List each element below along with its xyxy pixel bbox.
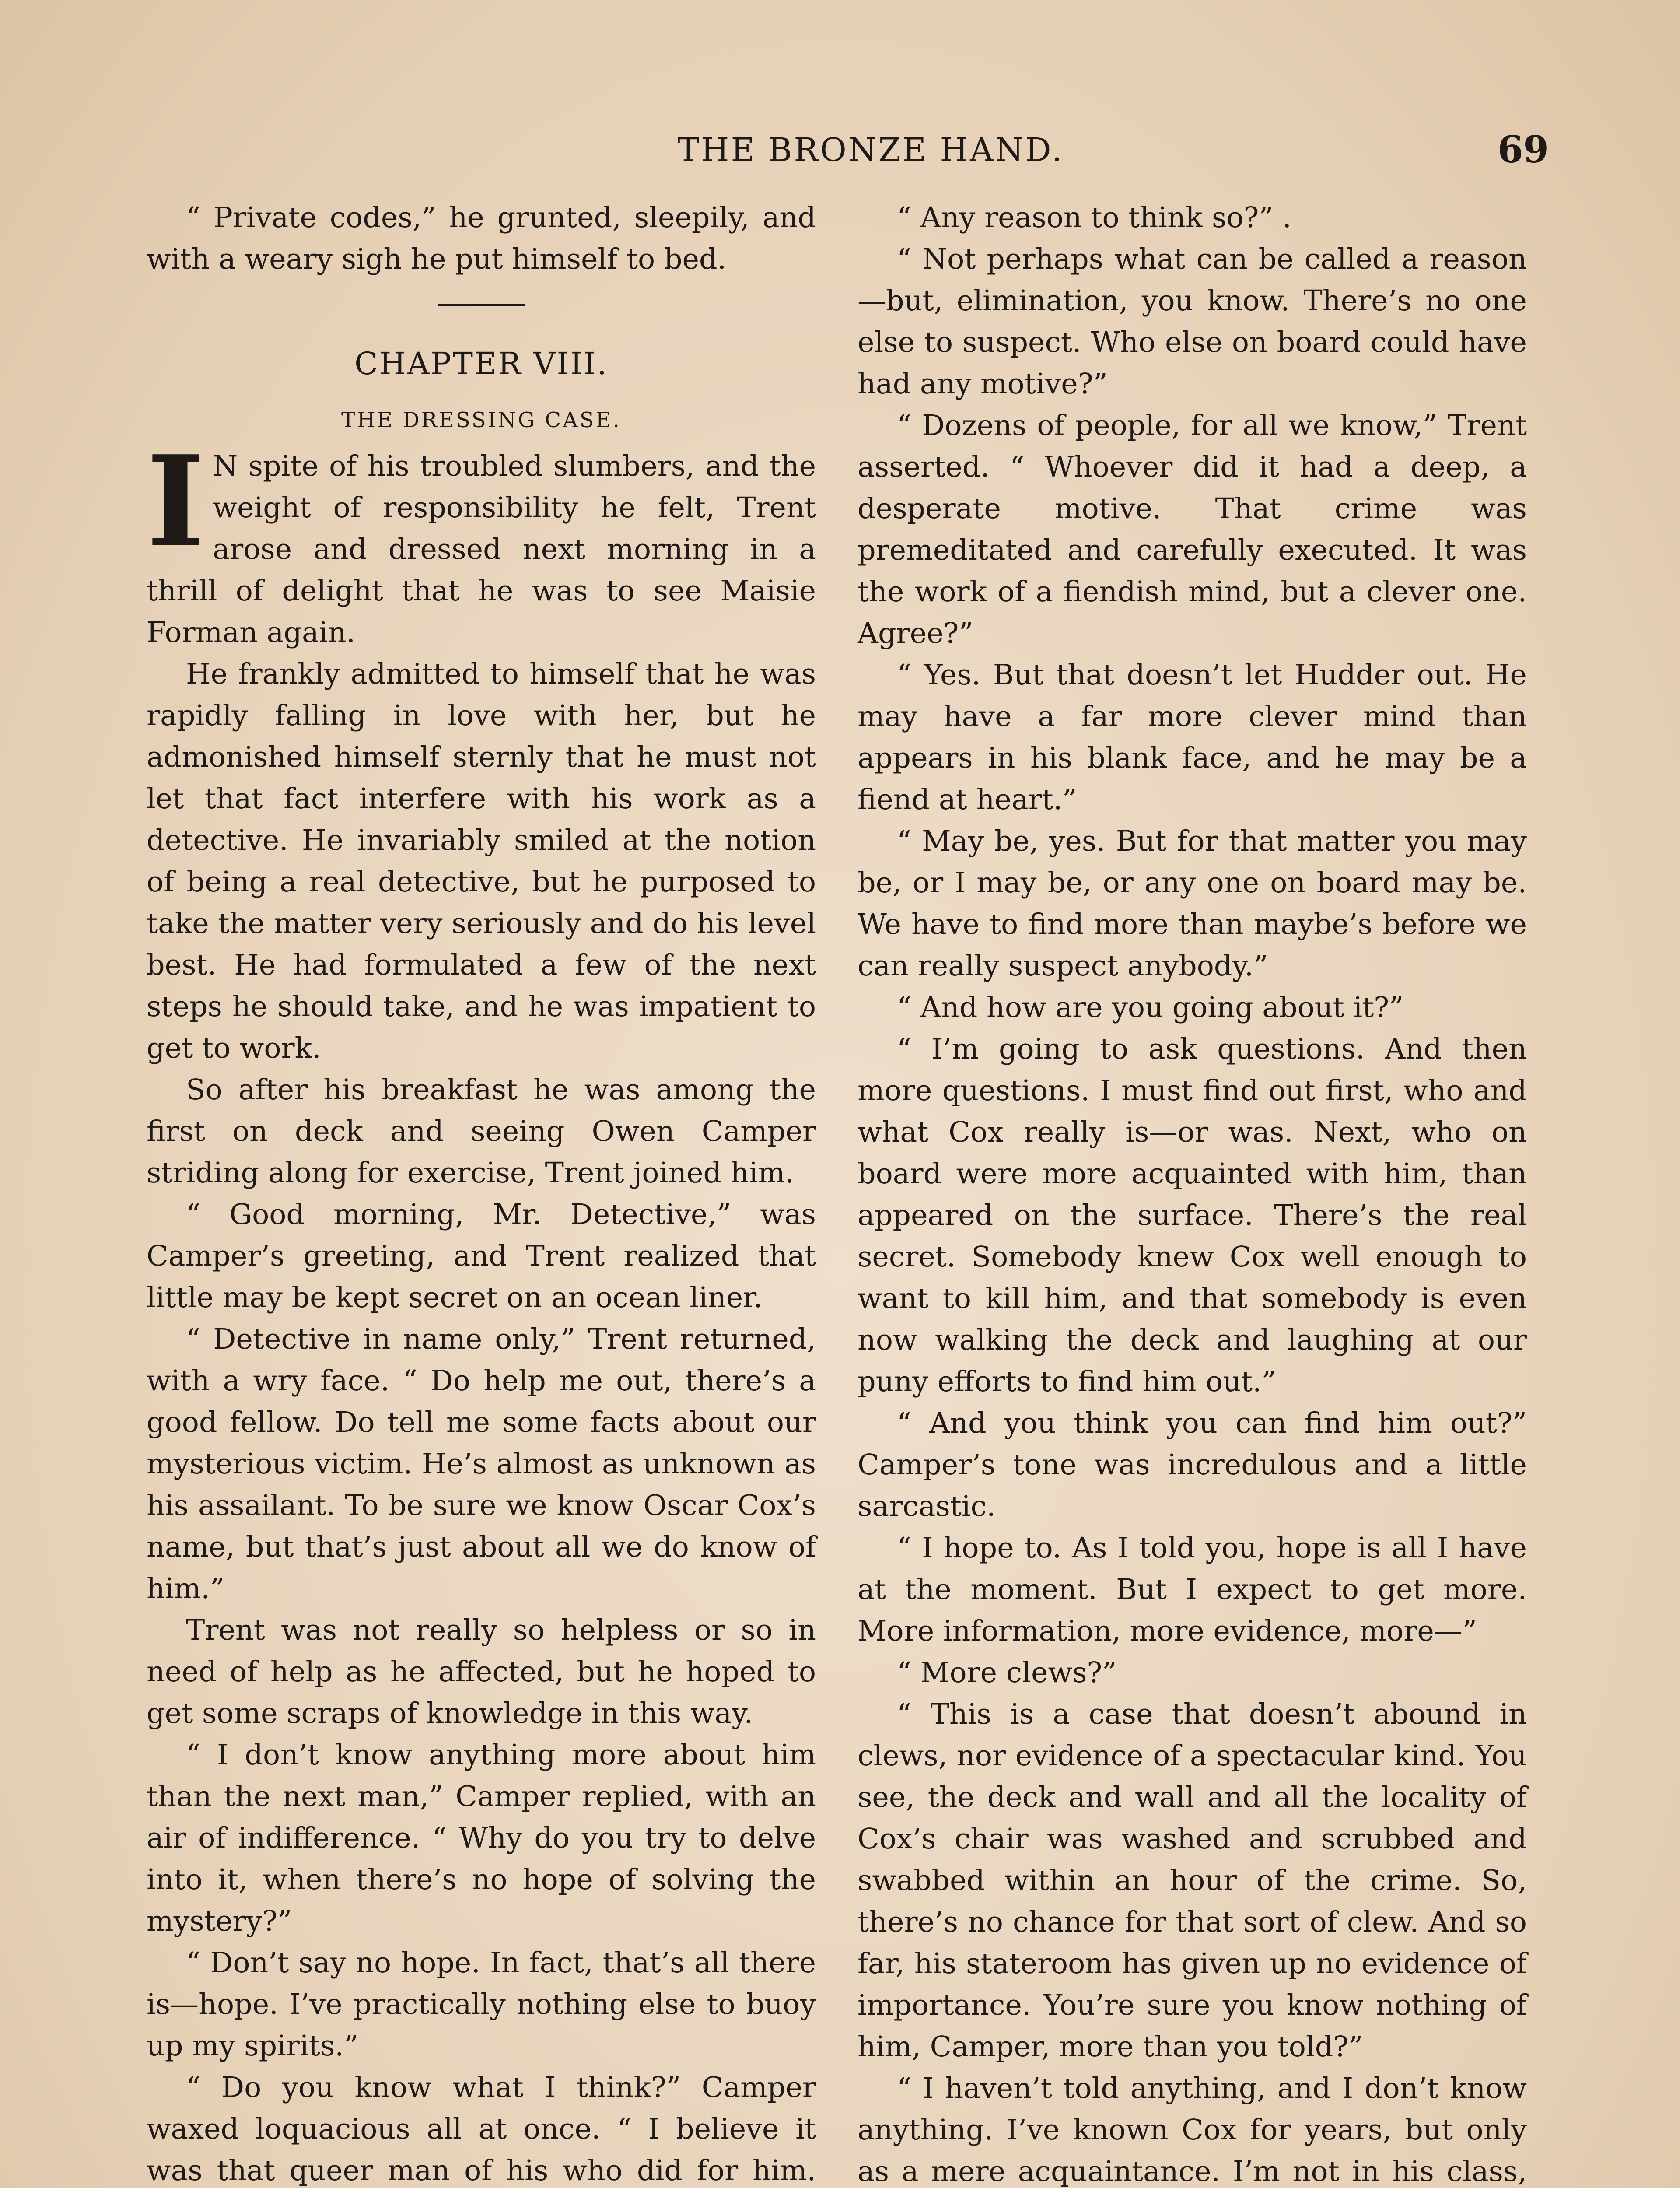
paragraph: “ Dozens of people, for all we know,” Trent asserted. “ Whoever did it had a deep, a desperate motive. That crime was premeditated and carefully executed. It was the work of a fiendish mind, but a clever one. Agree?”: [858, 409, 1527, 650]
chapter-title: CHAPTER VIII.: [354, 346, 608, 382]
paragraph: “ I haven’t told anything, and I don’t know anything. I’ve known Cox for years, but only as a mere acquaintance. I’m not in his class,: [858, 2072, 1527, 2188]
page-number: 69: [1498, 128, 1549, 171]
paragraph: “ May be, yes. But for that matter you may be, or I may be, or any one on board may be. We have to find more than maybe’s before we can really suspect anybody.”: [858, 825, 1527, 982]
right-column: [858, 197, 1527, 2188]
running-head: THE BRONZE HAND.: [677, 131, 1064, 169]
section-divider: [438, 304, 525, 306]
paragraph: “ Detective in name only,” Trent returned, with a wry face. “ Do help me out, there’s a good fellow. Do tell me some facts about our mysterious victim. He’s almost as unknown as his assailant. To be sure we know Oscar Cox’s name, but that’s just about all we do know of him.”: [147, 1323, 816, 1605]
paragraph: “ Not perhaps what can be called a reason—but, elimination, you know. There’s no one else to suspect. Who else on board could have had any motive?”: [858, 243, 1527, 400]
paragraph: “ Any reason to think so?” .: [897, 201, 1292, 234]
paragraph: “ And you think you can find him out?” Camper’s tone was incredulous and a little sarcastic.: [858, 1407, 1527, 1523]
chapter-subtitle: THE DRESSING CASE.: [341, 408, 621, 432]
paragraph: He frankly admitted to himself that he was rapidly falling in love with her, but he admonished himself sternly that he must not let that fact interfere with his work as a detective. He invariably smiled at the notion of being a real detective, but he purposed to take the matter very seriously and do his level best. He had formulated a few of the next steps he should take, and he was impatient to get to work.: [147, 658, 816, 1065]
paragraph: Trent was not really so helpless or so in need of help as he affected, but he hoped to get some scraps of knowledge in this way.: [147, 1614, 816, 1730]
chapter-first-paragraph: [147, 428, 816, 653]
paragraph: “ Good morning, Mr. Detective,” was Camper’s greeting, and Trent realized that little may be kept secret on an ocean liner.: [147, 1198, 816, 1314]
left-column: [147, 197, 816, 2188]
paragraph: “ More clews?”: [897, 1656, 1117, 1689]
paragraph: “ Do you know what I think?” Camper waxed loquacious all at once. “ I believe it was that queer man of his who did for him.: [147, 2071, 816, 2187]
first-paragraph-text: N spite of his troubled slumbers, and the weight of responsibility he felt, Trent arose and dressed next morning in a thrill of delight that he was to see Maisie Forman again.: [147, 450, 816, 649]
opening-paragraph: “ Private codes,” he grunted, sleepily, and with a weary sigh he put himself to bed.: [147, 201, 816, 276]
drop-cap: I: [147, 428, 205, 575]
paragraph: “ I’m going to ask questions. And then more questions. I must find out first, who and what Cox really is—or was. Next, who on board were more acquainted with him, than appeared on the surface. There’s the real secret. Somebody knew Cox well enough to want to kill him, and that somebody is even now walking the deck and laughing at our puny efforts to find him out.”: [858, 1033, 1527, 1398]
paragraph: “ And how are you going about it?”: [897, 991, 1404, 1024]
paragraph: So after his breakfast he was among the first on deck and seeing Owen Camper striding along for exercise, Trent joined him.: [147, 1073, 816, 1189]
paragraph: “ This is a case that doesn’t abound in clews, nor evidence of a spectacular kind. You see, the deck and wall and all the locality of Cox’s chair was washed and scrubbed and swabbed within an hour of the crime. So, there’s no chance for that sort of clew. And so far, his stateroom has given up no evidence of importance. You’re sure you know nothing of him, Camper, more than you told?”: [858, 1698, 1527, 2063]
paragraph: “ Yes. But that doesn’t let Hudder out. He may have a far more clever mind than appears in his blank face, and he may be a fiend at heart.”: [858, 659, 1527, 816]
paragraph: “ I don’t know anything more about him than the next man,” Camper replied, with an air of indifference. “ Why do you try to delve into it, when there’s no hope of solving the mystery?”: [147, 1739, 816, 1938]
paragraph: “ Don’t say no hope. In fact, that’s all there is—hope. I’ve practically nothing else to buoy up my spirits.”: [147, 1946, 816, 2062]
paragraph: “ I hope to. As I told you, hope is all I have at the moment. But I expect to get more. More information, more evidence, more—”: [858, 1532, 1527, 1648]
